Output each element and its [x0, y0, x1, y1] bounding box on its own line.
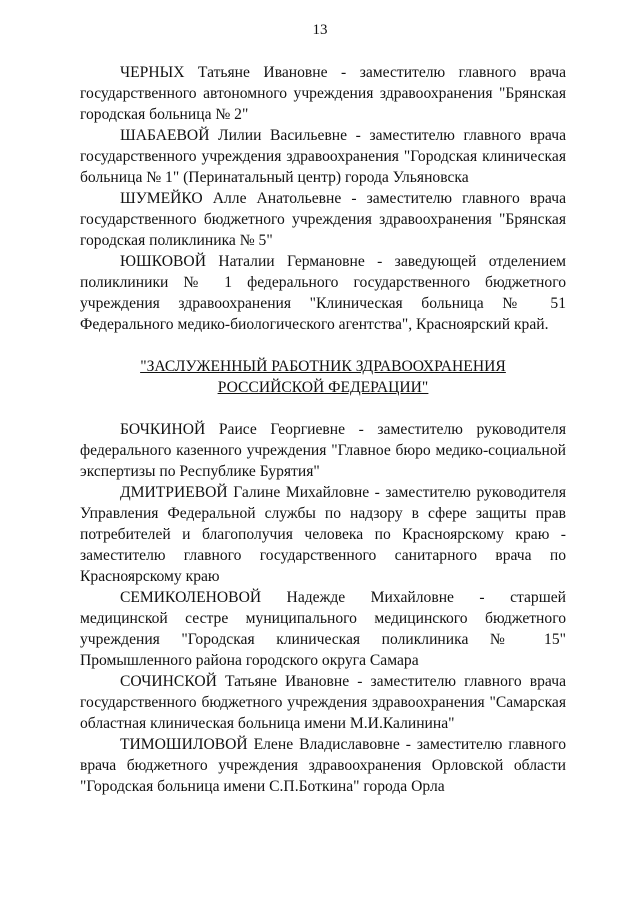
award-entry-sochinskaya: СОЧИНСКОЙ Татьяне Ивановне - заместителю главного врача государственного бюджетного учреждения здравоохранения "Самарская областная клиническая больница имени М.И.Калинина" — [80, 673, 566, 732]
award-entry-shumeyko: ШУМЕЙКО Алле Анатольевне - заместителю главного врача государственного бюджетного учреждения здравоохранения "Брянская городская поликлиника № 5" — [80, 190, 566, 249]
award-entry-yushkova: ЮШКОВОЙ Наталии Германовне - заведующей отделением поликлиники № 1 федерального государственного бюджетного учреждения здравоохранения "Клиническая больница № 51 Федерального медико-биологического агентства", Красноярский край. — [80, 253, 566, 333]
section-title-line-2: РОССИЙСКОЙ ФЕДЕРАЦИИ" — [217, 379, 429, 396]
section-title — [80, 356, 566, 398]
award-entry-dmitrieva: ДМИТРИЕВОЙ Галине Михайловне - заместителю руководителя Управления Федеральной службы по надзору в сфере защиты прав потребителей и благополучия человека по Красноярскому краю - заместителю главного государственного санитарного врача по Красноярскому краю — [80, 484, 566, 585]
award-entry-chernykh: ЧЕРНЫХ Татьяне Ивановне - заместителю главного врача государственного автономного учреждения здравоохранения "Брянская городская больница № 2" — [80, 64, 566, 123]
section-title-line-1: "ЗАСЛУЖЕННЫЙ РАБОТНИК ЗДРАВООХРАНЕНИЯ — [140, 358, 506, 375]
award-entry-timoshilova: ТИМОШИЛОВОЙ Елене Владиславовне - заместителю главного врача бюджетного учреждения здравоохранения Орловской области "Городская больница имени С.П.Боткина" города Орла — [80, 736, 566, 795]
award-entry-shabaeva: ШАБАЕВОЙ Лилии Васильевне - заместителю главного врача государственного учреждения здравоохранения "Городская клиническая больница № 1" (Перинатальный центр) города Ульяновска — [80, 127, 566, 186]
award-entry-semikolenova: СЕМИКОЛЕНОВОЙ Надежде Михайловне - старшей медицинской сестре муниципального медицинского бюджетного учреждения "Городская клиническая поликлиника № 15" Промышленного района городского округа Самара — [80, 589, 566, 669]
award-entry-bochkina: БОЧКИНОЙ Раисе Георгиевне - заместителю руководителя федерального казенного учреждения "Главное бюро медико-социальной экспертизы по Республике Бурятия" — [80, 421, 566, 480]
document-body — [80, 62, 566, 797]
page-number: 13 — [312, 22, 328, 38]
